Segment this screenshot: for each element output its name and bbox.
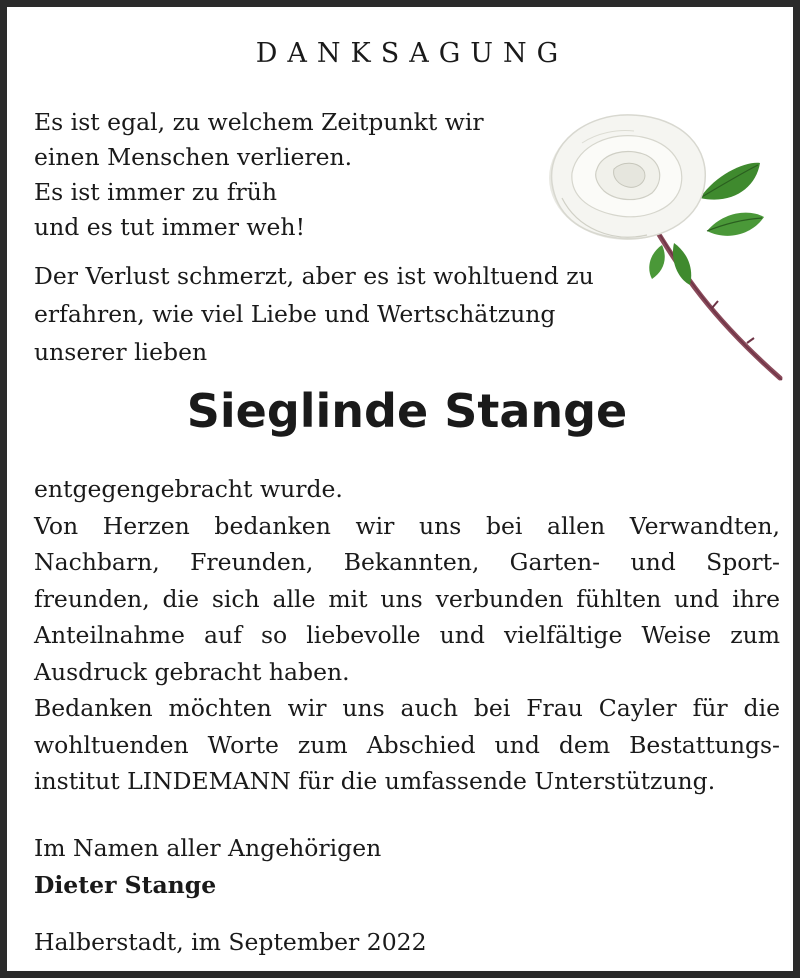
signer-name: Dieter Stange [34,871,217,899]
poem-line: und es tut immer weh! [34,213,306,241]
poem-line: Es ist egal, zu welchem Zeitpunkt wir [34,108,484,136]
closing-block [34,830,381,904]
body-line: Bedanken möchten wir uns auch bei Frau Cayler für die [34,694,780,722]
body-line: entgegengebracht wurde. [34,475,343,503]
intro-line: erfahren, wie viel Liebe und Wertschätzung [34,300,556,328]
body-line: institut LINDEMANN für die umfassende Unterstützung. [34,767,716,795]
body-line: freunden, die sich alle mit uns verbunden fühlten und ihre [34,584,780,613]
poem-line: einen Menschen verlieren. [34,143,353,171]
body-line: wohltuenden Worte zum Abschied und dem Bestattungs- [34,730,780,759]
intro-line: Der Verlust schmerzt, aber es ist wohltuend zu [34,262,594,290]
body-text [34,471,780,800]
poem-line: Es ist immer zu früh [34,178,278,206]
place-date: Halberstadt, im September 2022 [34,928,427,956]
body-line: Von Herzen bedanken wir uns bei allen Verwandten, [34,511,780,540]
body-line: Ausdruck gebracht haben. [34,657,350,686]
body-line: Nachbarn, Freunden, Bekannten, Garten- und Sport- [34,548,780,576]
poem [34,105,594,245]
white-rose-icon [542,103,787,388]
closing-text: Im Namen aller Angehörigen [34,834,382,862]
notice-title: DANKSAGUNG [255,38,569,69]
intro-line: unserer lieben [34,338,208,366]
deceased-name: Sieglinde Stange [186,384,628,438]
body-line: Anteilnahme auf so liebevolle und vielfältige Weise zum [34,621,780,649]
